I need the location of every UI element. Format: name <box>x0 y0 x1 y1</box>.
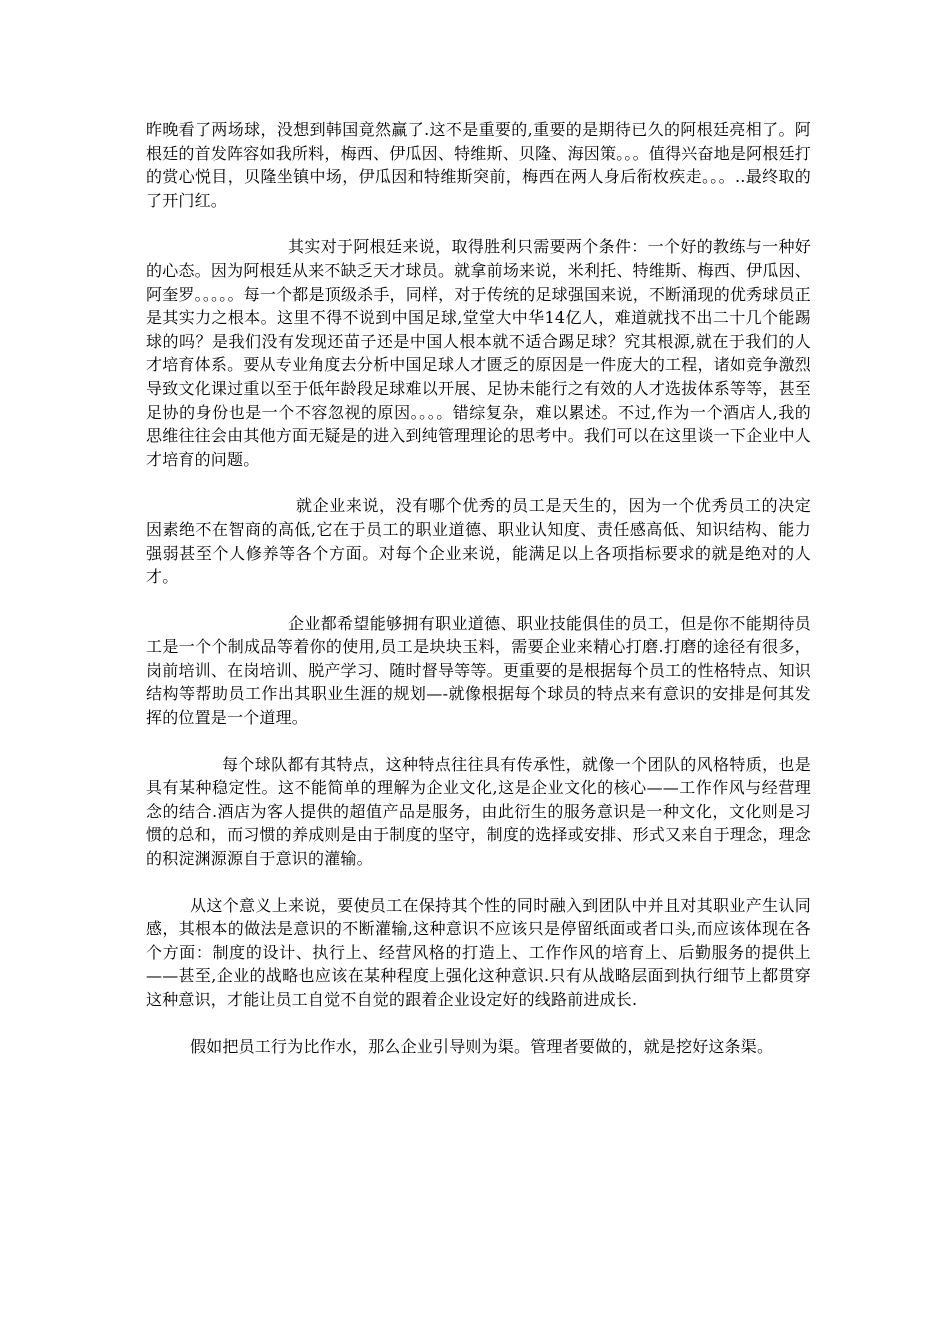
paragraph-1: 昨晚看了两场球，没想到韩国竟然赢了.这不是重要的,重要的是期待已久的阿根廷亮相了。阿根廷的首发阵容如我所料，梅西、伊瓜因、特维斯、贝隆、海因策。。。值得兴奋地是阿根廷打的赏心悦目，贝隆坐镇中场，伊瓜因和特维斯突前，梅西在两人身后衔枚疾走。。。..最终取的了开门红。 <box>146 120 811 210</box>
document-body <box>146 118 811 1081</box>
paragraph-2: 其实对于阿根廷来说，取得胜利只需要两个条件：一个好的教练与一种好的心态。因为阿根廷从来不缺乏天才球员。就拿前场来说，米利托、特维斯、梅西、伊瓜因、阿奎罗。。。。。每一个都是顶级杀手，同样，对于传统的足球强国来说，不断涌现的优秀球员正是其实力之根本。这里不得不说到中国足球,堂堂大中华14亿人，难道就找不出二十几个能踢球的吗？是我们没有发现还苗子还是中国人根本就不适合踢足球？究其根源,就在于我们的人才培育体系。要从专业角度去分析中国足球人才匮乏的原因是一件庞大的工程，诸如竞争激烈导致文化课过重以至于低年龄段足球难以开展、足协未能行之有效的人才选拔体系等等，甚至足协的身份也是一个不容忽视的原因。。。。错综复杂，难以累述。不过,作为一个酒店人,我的思维往往会由其他方面无疑是的进入到纯管理理论的思考中。我们可以在这里谈一下企业中人才培育的问题。 <box>146 237 811 469</box>
paragraph-3: 就企业来说，没有哪个优秀的员工是天生的，因为一个优秀员工的决定因素绝不在智商的高低,它在于员工的职业道德、职业认知度、责任感高低、知识结构、能力强弱甚至个人修养等各个方面。对每个企业来说，能满足以上各项指标要求的就是绝对的人才。 <box>146 496 811 587</box>
paragraph-5: 每个球队都有其特点，这种特点往往具有传承性，就像一个团队的风格特质，也是具有某种稳定性。这不能简单的理解为企业文化,这是企业文化的核心——工作作风与经营理念的结合.酒店为客人提供的超值产品是服务，由此衍生的服务意识是一种文化，文化则是习惯的总和，而习惯的养成则是由于制度的坚守，制度的选择或安排、形式又来自于理念，理念的积淀渊源源自于意识的灌输。 <box>146 754 811 869</box>
paragraph-7: 假如把员工行为比作水，那么企业引导则为渠。管理者要做的，就是挖好这条渠。 <box>190 1036 774 1056</box>
paragraph-6: 从这个意义上来说，要使员工在保持其个性的同时融入到团队中并且对其职业产生认同感，其根本的做法是意识的不断灌输,这种意识不应该只是停留纸面或者口头,而应该体现在各个方面：制度的设计、执行上、经营风格的打造上、工作作风的培育上、后勤服务的提供上——甚至,企业的战略也应该在某种程度上强化这种意识.只有从战略层面到执行细节上都贯穿这种意识，才能让员工自觉不自觉的跟着企业设定好的线路前进成长. <box>146 895 811 1009</box>
paragraph-4: 企业都希望能够拥有职业道德、职业技能俱佳的员工，但是你不能期待员工是一个个制成品等着你的使用,员工是块块玉料，需要企业来精心打磨.打磨的途径有很多，岗前培训、在岗培训、脱产学习、随时督导等等。更重要的是根据每个员工的性格特点、知识结构等帮助员工作出其职业生涯的规划—-就像根据每个球员的特点来有意识的安排是何其发挥的位置是一个道理。 <box>146 613 811 728</box>
